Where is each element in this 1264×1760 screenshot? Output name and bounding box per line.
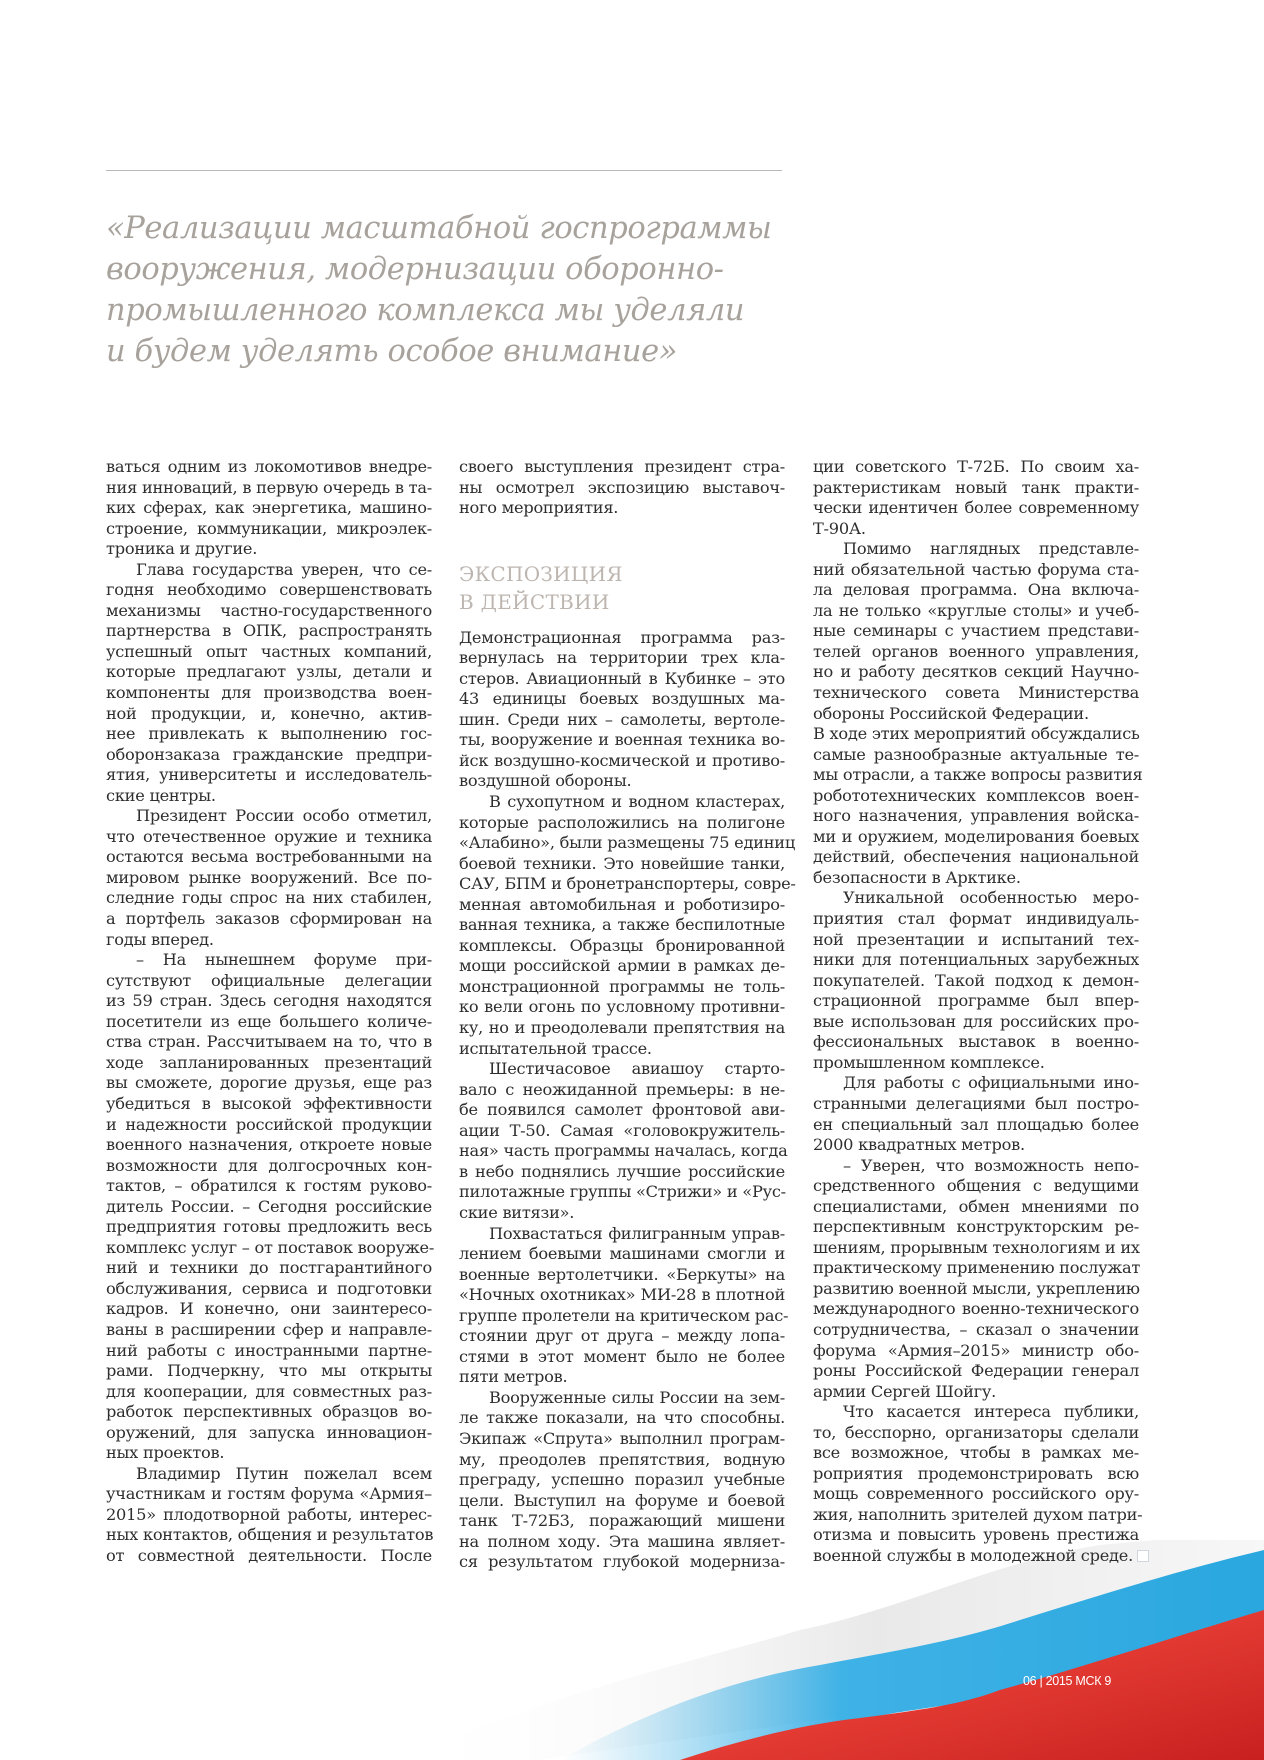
text-line: ного мероприятия.: [459, 498, 619, 518]
text-line: шин. Среди них – самолеты, вертоле-: [459, 709, 785, 729]
text-line: менная автомобильная и роботизиро-: [459, 894, 785, 914]
text-line: компоненты для производства воен-: [106, 683, 432, 703]
text-line: рактеристикам новый танк практи-: [813, 477, 1139, 497]
text-line: практическому применению послужат: [813, 1258, 1141, 1278]
text-line: 43 единицы боевых воздушных ма-: [459, 689, 785, 709]
text-line: ной презентации и испытаний тех-: [813, 929, 1139, 949]
section-subheading: [459, 560, 785, 616]
text-line: ные семинары с участием представи-: [813, 621, 1139, 641]
text-line: ства стран. Рассчитываем на то, что в: [106, 1032, 432, 1052]
text-line: следние годы спрос на них стабилен,: [106, 888, 432, 908]
text-line: комплекс услуг – от поставок вооруже-: [106, 1237, 435, 1257]
text-line: военной службы в молодежной среде.: [813, 1546, 1139, 1567]
text-line: вы сможете, дорогие друзья, еще раз: [106, 1073, 432, 1093]
text-line: военного назначения, откроете новые: [106, 1135, 432, 1155]
text-line: танк Т-72Б3, поражающий мишени: [459, 1511, 785, 1531]
text-line: ны осмотрел экспозицию выставоч-: [459, 477, 785, 497]
text-line: мировом рынке вооружений. Все по-: [106, 867, 432, 887]
text-line: Уникальной особенностью меро-: [843, 888, 1139, 908]
text-line: боевой техники. Это новейшие танки,: [459, 853, 785, 873]
text-line: Похвастаться филигранным управ-: [489, 1223, 785, 1243]
article-column-1: [106, 457, 435, 1567]
text-line: от совместной деятельности. После: [106, 1545, 432, 1565]
text-line: приятия стал формат индивидуаль-: [813, 909, 1139, 929]
text-line: на полном ходу. Эта машина являет-: [459, 1531, 785, 1551]
text-line: стеров. Авиационный в Кубинке – это: [459, 668, 785, 688]
text-line: Глава государства уверен, что се-: [136, 559, 432, 579]
text-line: Помимо наглядных представле-: [843, 539, 1139, 559]
text-line: чески идентичен более современному: [813, 498, 1139, 518]
text-line: для кооперации, для совместных раз-: [106, 1381, 432, 1401]
text-line: ких сферах, как энергетика, машино-: [106, 498, 432, 518]
text-line: самые разнообразные актуальные те-: [813, 744, 1139, 764]
text-line: САУ, БПМ и бронетранспортеры, совре-: [459, 874, 796, 894]
text-line: вые использован для российских про-: [813, 1011, 1139, 1031]
text-line: военные вертолетчики. «Беркуты» на: [459, 1264, 785, 1284]
text-line: ной продукции, и, конечно, актив-: [106, 703, 432, 723]
text-line: покупателей. Такой подход к демон-: [813, 970, 1139, 990]
text-line: комплексы. Образцы бронированной: [459, 935, 785, 955]
text-line: роприятия продемонстрировать всю: [813, 1463, 1139, 1483]
text-line: вало с неожиданной премьеры: в не-: [459, 1079, 785, 1099]
text-line: Шестичасовое авиашоу старто-: [489, 1059, 785, 1079]
text-line: остаются весьма востребованными на: [106, 847, 432, 867]
text-line: ходе запланированных презентаций: [106, 1052, 432, 1072]
russian-flag-wave-decoration: [0, 1540, 1264, 1760]
text-line: Демонстрационная программа раз-: [459, 627, 785, 647]
text-line: годы вперед.: [106, 929, 214, 949]
text-line: мощь современного российского ору-: [813, 1484, 1139, 1504]
text-line: перспективным конструкторским ре-: [813, 1217, 1139, 1237]
text-line: обслуживания, сервиса и подготовки: [106, 1278, 432, 1298]
text-line: ний работы с иностранными партне-: [106, 1340, 432, 1360]
text-line: ных проектов.: [106, 1443, 225, 1463]
text-line: ми и оружием, моделирования боевых: [813, 826, 1139, 846]
text-line: механизмы частно-государственного: [106, 600, 432, 620]
text-line: ники для потенциальных зарубежных: [813, 950, 1139, 970]
text-line: страционной программе был впер-: [813, 991, 1139, 1011]
text-line: ла деловая программа. Она включа-: [813, 580, 1139, 600]
text-line: сотрудничества, – сказал о значении: [813, 1319, 1139, 1339]
text-line: группе пролетели на критическом рас-: [459, 1305, 789, 1325]
pull-quote-line: и будем уделять особое внимание»: [106, 334, 678, 369]
text-line: стоянии друг от друга – между лопа-: [459, 1326, 785, 1346]
pull-quote-line: «Реализации масштабной госпрограммы: [106, 211, 772, 246]
end-of-article-icon: [1137, 1550, 1149, 1562]
text-line: Владимир Путин пожелал всем: [136, 1463, 432, 1483]
article-column-3: [813, 457, 1143, 1567]
text-line: му, преодолев препятствия, водную: [459, 1449, 785, 1469]
text-line: строение, коммуникации, микроэлек-: [106, 518, 432, 538]
text-line: в небо поднялись лучшие российские: [459, 1161, 785, 1181]
text-line: 2015» плодотворной работы, интерес-: [106, 1504, 432, 1524]
text-line: мощи российской армии в рамках де-: [459, 956, 785, 976]
text-line: партнерства в ОПК, распространять: [106, 621, 432, 641]
text-line: телей органов военного управления,: [813, 641, 1139, 661]
text-line: армии Сергей Шойгу.: [813, 1381, 997, 1401]
text-line: Президент России особо отметил,: [136, 806, 432, 826]
text-line: сутствуют официальные делегации: [106, 970, 432, 990]
text-line: но и работу десятков секций Научно-: [813, 662, 1139, 682]
text-line: ваны в расширении сфер и направле-: [106, 1319, 432, 1339]
text-line: которые расположились на полигоне: [459, 812, 785, 832]
text-line: действий, обеспечения национальной: [813, 847, 1139, 867]
text-line: ции советского Т-72Б. По своим ха-: [813, 457, 1139, 476]
text-line: технического совета Министерства: [813, 683, 1139, 703]
text-line: – На нынешнем форуме при-: [136, 950, 432, 970]
text-line: ваться одним из локомотивов внедре-: [106, 457, 432, 476]
text-line: воздушной обороны.: [459, 771, 632, 791]
text-line: лением боевыми машинами смогли и: [459, 1244, 785, 1264]
text-line: посетители из еще большего количе-: [106, 1011, 432, 1031]
text-line: ятия, университеты и исследователь-: [106, 765, 432, 785]
text-line: Что касается интереса публики,: [843, 1402, 1139, 1422]
text-line: вернулась на территории трех кла-: [459, 648, 785, 668]
pull-quote-line: вооружения, модернизации оборонно-: [106, 252, 724, 287]
text-line: ации Т-50. Самая «головокружитель-: [459, 1120, 785, 1140]
text-line: развитию военной мысли, укреплению: [813, 1278, 1140, 1298]
text-line: которые предлагают узлы, детали и: [106, 662, 432, 682]
text-line: ся результатом глубокой модерниза-: [459, 1552, 785, 1572]
text-line: испытательной трассе.: [459, 1038, 652, 1058]
text-line: странными делегациями был постро-: [813, 1093, 1139, 1113]
text-line: роны Российской Федерации генерал: [813, 1361, 1139, 1381]
text-line: ного назначения, управления войска-: [813, 806, 1139, 826]
article-column-2: [459, 457, 796, 1573]
text-line: йск воздушно-космической и противо-: [459, 750, 785, 770]
text-line: ты, вооружение и военная техника во-: [459, 730, 785, 750]
text-line: ния инноваций, в первую очередь в та-: [106, 477, 432, 497]
subheading-line: ЭКСПОЗИЦИЯ: [459, 561, 623, 586]
text-line: Т-90А.: [813, 518, 866, 538]
text-line: ная» часть программы началась, когда: [459, 1141, 788, 1161]
text-line: участникам и гостям форума «Армия–: [106, 1484, 432, 1504]
text-line: форума «Армия–2015» министр обо-: [813, 1340, 1139, 1360]
text-line: жия, наполнить зрителей духом патри-: [813, 1504, 1143, 1524]
text-line: и надежности российской продукции: [106, 1114, 432, 1134]
text-line: ных контактов, общения и результатов: [106, 1525, 434, 1545]
text-line: преграду, успешно поразил учебные: [459, 1470, 785, 1490]
text-line: стями в этот момент было не более: [459, 1346, 785, 1366]
text-line: успешный опыт частных компаний,: [106, 641, 432, 661]
text-line: Для работы с официальными ино-: [843, 1073, 1139, 1093]
text-line: бе появился самолет фронтовой ави-: [459, 1100, 785, 1120]
text-line: годня необходимо совершенствовать: [106, 580, 432, 600]
text-line: то, бесспорно, организаторы сделали: [813, 1422, 1139, 1442]
text-line: средственного общения с ведущими: [813, 1176, 1139, 1196]
header-divider: [106, 170, 782, 171]
text-line: промышленном комплексе.: [813, 1052, 1045, 1072]
text-line: своего выступления президент стра-: [459, 457, 785, 476]
text-line: специалистами, обмен мнениями по: [813, 1196, 1139, 1216]
text-line: цели. Выступил на форуме и боевой: [459, 1490, 785, 1510]
text-line: нее привлекать к выполнению гос-: [106, 724, 432, 744]
subheading-line: В ДЕЙСТВИИ: [459, 589, 610, 614]
pull-quote-line: промышленного комплекса мы уделяли: [106, 293, 745, 328]
text-line: убедиться в высокой эффективности: [106, 1093, 432, 1113]
text-line: пяти метров.: [459, 1367, 568, 1387]
text-line: фессиональных выставок в военно-: [813, 1032, 1139, 1052]
text-line: из 59 стран. Здесь сегодня находятся: [106, 991, 432, 1011]
text-line: ские витязи».: [459, 1202, 575, 1222]
text-line: «Алабино», были размещены 75 единиц: [459, 833, 795, 853]
text-line: ен специальный зал площадью более: [813, 1114, 1139, 1134]
text-line: международного военно-технического: [813, 1299, 1139, 1319]
text-line: ку, но и преодолевали препятствия на: [459, 1018, 785, 1038]
text-line: работок перспективных образцов во-: [106, 1402, 432, 1422]
text-line: ний и техники до постгарантийного: [106, 1258, 432, 1278]
text-line: – Уверен, что возможность непо-: [843, 1155, 1139, 1175]
text-line: возможности для долгосрочных кон-: [106, 1155, 432, 1175]
text-line: 2000 квадратных метров.: [813, 1135, 1025, 1155]
text-line: «Ночных охотниках» МИ-28 в плотной: [459, 1285, 785, 1305]
text-line: дитель России. – Сегодня российские: [106, 1196, 432, 1216]
text-line: кадров. И конечно, они заинтересо-: [106, 1299, 432, 1319]
text-line: шениям, прорывным технологиям и их: [813, 1237, 1140, 1257]
text-line: все возможное, чтобы в рамках ме-: [813, 1443, 1139, 1463]
text-line: отизма и повысить уровень престижа: [813, 1525, 1139, 1545]
text-line: рами. Подчеркну, что мы открыты: [106, 1361, 432, 1381]
text-line: а портфель заказов сформирован на: [106, 909, 432, 929]
text-line: пилотажные группы «Стрижи» и «Рус-: [459, 1182, 786, 1202]
text-line: Экипаж «Спрута» выполнил програм-: [459, 1428, 785, 1448]
text-line: оружений, для запуска инновацион-: [106, 1422, 432, 1442]
text-line: Вооруженные силы России на зем-: [489, 1387, 785, 1407]
text-line: тактов, – обратился к гостям руково-: [106, 1176, 432, 1196]
text-line: безопасности в Арктике.: [813, 867, 1021, 887]
text-line: оборонзаказа гражданские предпри-: [106, 744, 432, 764]
text-line: мы отрасли, а также вопросы развития: [813, 765, 1143, 785]
text-line: ко вели огонь по условному противни-: [459, 997, 785, 1017]
text-line: ла не только «круглые столы» и учеб-: [813, 600, 1139, 620]
text-line: ний обязательной частью форума ста-: [813, 559, 1139, 579]
text-line: робототехнических комплексов воен-: [813, 785, 1139, 805]
text-line: троника и другие.: [106, 539, 258, 559]
text-line: монстрационной программы не толь-: [459, 976, 785, 996]
pull-quote: [106, 208, 806, 372]
text-line: ские центры.: [106, 785, 216, 805]
text-line: обороны Российской Федерации.: [813, 703, 1089, 723]
text-line: В ходе этих мероприятий обсуждались: [813, 724, 1140, 744]
text-line: В сухопутном и водном кластерах,: [489, 792, 785, 812]
text-line: ле также показали, на что способны.: [459, 1408, 785, 1428]
text-line: ванная техника, а также беспилотные: [459, 915, 785, 935]
page-folio: 06 | 2015 МСК 9: [1023, 1674, 1112, 1688]
text-line: предприятия готовы предложить весь: [106, 1217, 432, 1237]
text-line: что отечественное оружие и техника: [106, 826, 432, 846]
